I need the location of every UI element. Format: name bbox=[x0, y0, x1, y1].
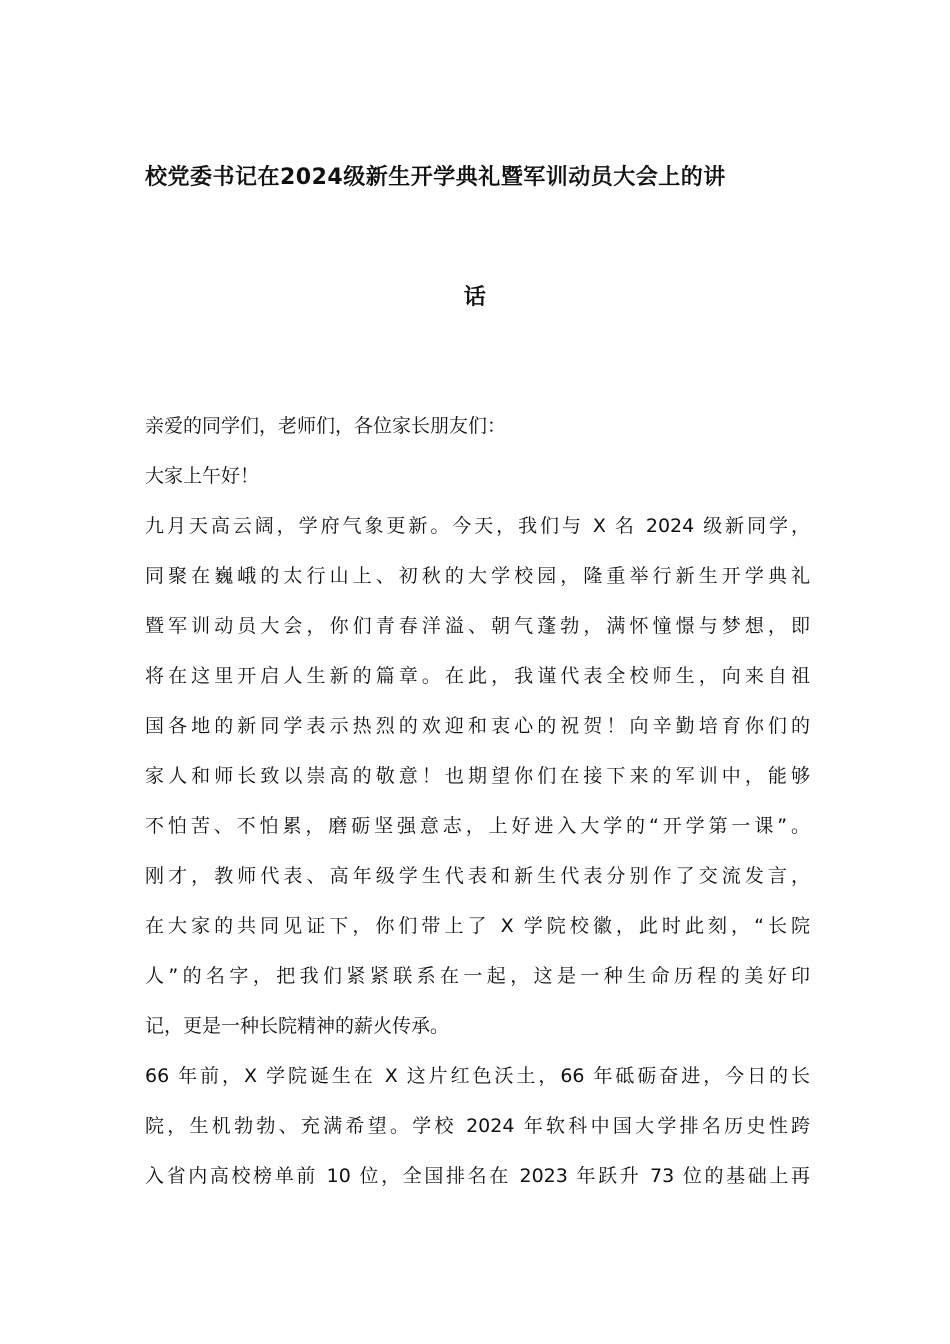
document-title-line-2: 话 bbox=[463, 285, 487, 310]
body-text-line: 在大家的共同见证下，你们带上了 X 学院校徽，此时此刻，“长院 bbox=[145, 915, 810, 937]
body-text-line: 记，更是一种长院精神的薪火传承。 bbox=[145, 1015, 450, 1037]
body-text-line: 将在这里开启人生新的篇章。在此，我谨代表全校师生，向来自祖 bbox=[145, 665, 810, 687]
body-text-line: 不怕苦、不怕累，磨砺坚强意志，上好进入大学的“开学第一课”。 bbox=[145, 815, 810, 837]
body-text-line: 同聚在巍峨的太行山上、初秋的大学校园，隆重举行新生开学典礼 bbox=[145, 565, 810, 587]
body-text-line: 九月天高云阔，学府气象更新。今天，我们与 X 名 2024 级新同学， bbox=[145, 515, 810, 537]
body-text-line: 国各地的新同学表示热烈的欢迎和衷心的祝贺！向辛勤培育你们的 bbox=[145, 715, 810, 737]
body-text-line: 入省内高校榜单前 10 位，全国排名在 2023 年跃升 73 位的基础上再 bbox=[145, 1165, 810, 1187]
body-text-line: 66 年前，X 学院诞生在 X 这片红色沃土，66 年砥砺奋进，今日的长 bbox=[145, 1065, 810, 1087]
document-body bbox=[145, 401, 810, 1201]
document-title-line-1: 校党委书记在2024级新生开学典礼暨军训动员大会上的讲 bbox=[145, 165, 726, 190]
body-text-line: 院，生机勃勃、充满希望。学校 2024 年软科中国大学排名历史性跨 bbox=[145, 1115, 810, 1137]
body-text-line: 大家上午好！ bbox=[145, 465, 260, 487]
body-text-line: 刚才，教师代表、高年级学生代表和新生代表分别作了交流发言， bbox=[145, 865, 810, 887]
body-text-line: 人”的名字，把我们紧紧联系在一起，这是一种生命历程的美好印 bbox=[145, 965, 810, 987]
body-text-line: 亲爱的同学们，老师们，各位家长朋友们： bbox=[145, 415, 507, 437]
body-text-line: 暨军训动员大会，你们青春洋溢、朝气蓬勃，满怀憧憬与梦想，即 bbox=[145, 615, 810, 637]
body-text-line: 家人和师长致以崇高的敬意！也期望你们在接下来的军训中，能够 bbox=[145, 765, 810, 787]
